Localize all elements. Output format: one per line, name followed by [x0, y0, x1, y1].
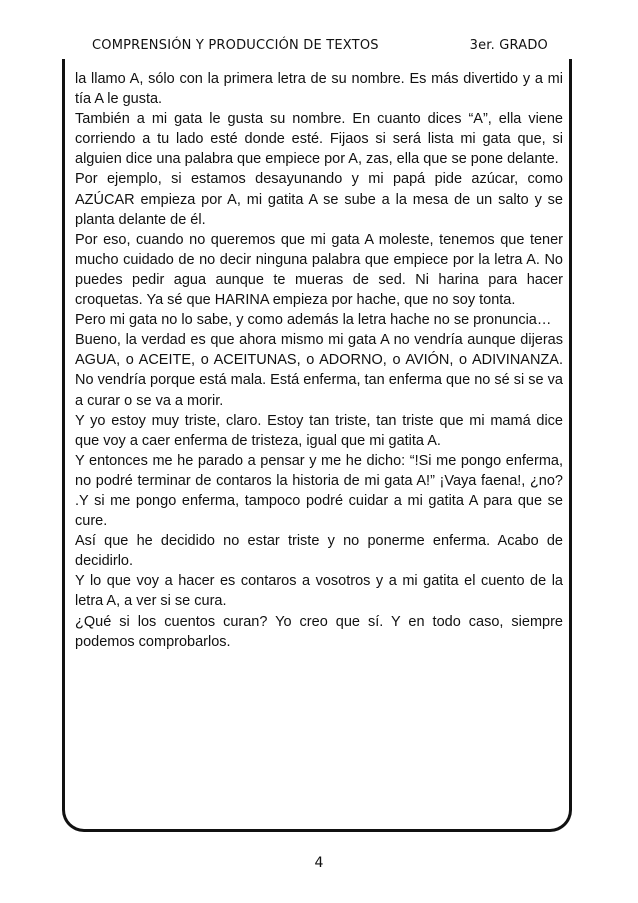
paragraph: Y yo estoy muy triste, claro. Estoy tan triste, tan triste que mi mamá dice que voy a caer enferma de tristeza, igual que mi gatita A.: [75, 412, 563, 449]
story-text: [75, 69, 563, 652]
header-title: COMPRENSIÓN Y PRODUCCIÓN DE TEXTOS: [92, 38, 379, 53]
paragraph: Y lo que voy a hacer es contaros a vosotros y a mi gatita el cuento de la letra A, a ver si se cura.: [75, 573, 563, 610]
page-header: [92, 38, 548, 53]
page-number: 4: [314, 855, 324, 871]
paragraph: Por ejemplo, si estamos desayunando y mi papá pide azúcar, como AZÚCAR empieza por A, mi gatita A se sube a la mesa de un salto y se planta delante de él.: [75, 171, 563, 228]
paragraph: Por eso, cuando no queremos que mi gata A moleste, tenemos que tener mucho cuidado de no decir ninguna palabra que empiece por la letra A. No puedes pedir agua aunque te mueras de sed. Ni harina para hacer croquetas. Ya sé que HARINA empieza por hache, que no soy tonta.: [75, 231, 563, 309]
paragraph: Bueno, la verdad es que ahora mismo mi gata A no vendría aunque dijeras AGUA, o ACEITE, o ACEITUNAS, o ADORNO, o AVIÓN, o ADIVINANZA. No vendría porque está mala. Está enferma, tan enferma que no sé si se va a curar o se va a morir.: [75, 332, 563, 409]
paragraph: la llamo A, sólo con la primera letra de su nombre. Es más divertido y a mi tía A le gusta.: [75, 71, 563, 108]
paragraph: Y entonces me he parado a pensar y me he dicho: “!Si me pongo enferma, no podré terminar de contaros la historia de mi gata A!” ¡Vaya faena!, ¿no? .Y si me pongo enferma, tampoco podré cuidar a mi gatita A para que se cure.: [75, 452, 563, 530]
paragraph: Así que he decidido no estar triste y no ponerme enferma. Acabo de decidirlo.: [75, 533, 563, 570]
header-grade: 3er. GRADO: [469, 38, 548, 53]
paragraph: Pero mi gata no lo sabe, y como además la letra hache no se pronuncia…: [75, 312, 552, 329]
paragraph: También a mi gata le gusta su nombre. En cuanto dices “A”, ella viene corriendo a tu lado esté donde esté. Fijaos si será lista mi gata que, si alguien dice una palabra que empiece por A, zas, ella que se pone delante.: [75, 111, 563, 168]
paragraph: ¿Qué si los cuentos curan? Yo creo que sí. Y en todo caso, siempre podemos comprobarlos.: [75, 613, 563, 650]
